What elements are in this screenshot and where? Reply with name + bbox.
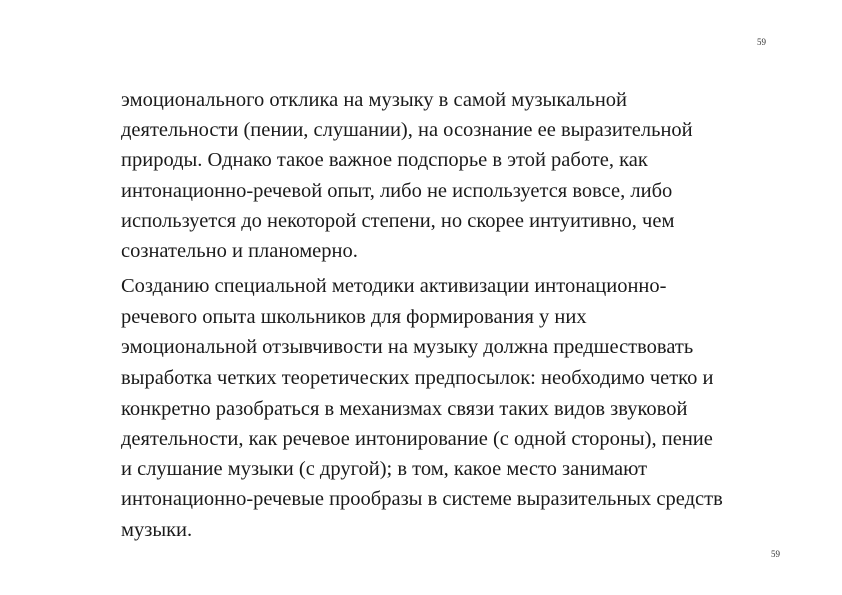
paragraph-line: музыки. (121, 519, 193, 541)
paragraph-line: Созданию специальной методики активизации интонационно- (121, 275, 667, 297)
page-number-top: 59 (757, 37, 766, 47)
paragraph-line: и слушание музыки (с другой); в том, какое место занимают (121, 458, 648, 480)
paragraph-line: эмоционального отклика на музыку в самой музыкальной (121, 89, 628, 111)
paragraph-line: интонационно-речевой опыт, либо не используется вовсе, либо (121, 180, 673, 202)
paragraph-line: природы. Однако такое важное подспорье в этой работе, как (121, 149, 648, 171)
paragraph-line: выработка четких теоретических предпосылок: необходимо четко и (121, 367, 714, 389)
paragraph-line: интонационно-речевые прообразы в системе выразительных средств (121, 488, 723, 510)
paragraph-line: речевого опыта школьников для формирования у них (121, 306, 587, 328)
paragraph-line: сознательно и планомерно. (121, 240, 358, 262)
page-number-bottom: 59 (771, 549, 780, 559)
paragraph-line: эмоциональной отзывчивости на музыку должна предшествовать (121, 336, 694, 358)
paragraph-line: деятельности, как речевое интонирование (с одной стороны), пение (121, 428, 713, 450)
paragraph-line: деятельности (пении, слушании), на осознание ее выразительной (121, 119, 693, 141)
paragraph-line: используется до некоторой степени, но скорее интуитивно, чем (121, 210, 675, 232)
paragraph-line: конкретно разобраться в механизмах связи таких видов звуковой (121, 398, 688, 420)
